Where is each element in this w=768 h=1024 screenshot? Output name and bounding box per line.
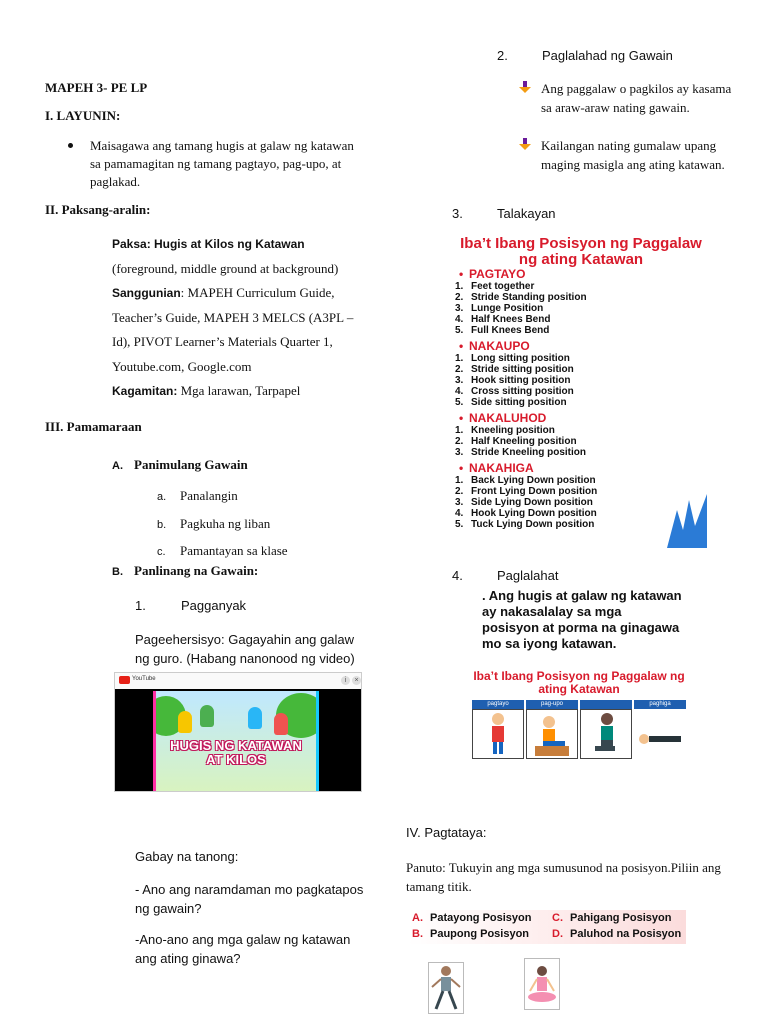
list-item: 4. Half Knees Bend (455, 314, 551, 325)
positions-poster (455, 234, 707, 548)
child-figure-icon (200, 705, 214, 727)
close-icon[interactable]: × (352, 676, 361, 685)
position-cell-standing: pagtayo (472, 700, 524, 759)
question-2: -Ano-ano ang mga galaw ng katawan ang ating ginawa? (135, 932, 351, 966)
objective-bullet (90, 137, 360, 191)
arrow-down-icon (519, 138, 531, 150)
answer-options (408, 910, 686, 944)
positions-list (455, 268, 685, 530)
bullet-icon (68, 143, 73, 148)
list-item: 4. Hook Lying Down position (455, 508, 597, 519)
gabay-heading: Gabay na tanong: (135, 849, 239, 864)
kneeling-child-icon (581, 710, 631, 758)
lesson-title: MAPEH 3- PE LP (45, 80, 148, 95)
poster-title: Iba’t Ibang Posisyon ng Paggalaw ng ating Katawan (460, 235, 702, 268)
paksa-block (112, 232, 364, 404)
section-pamamaraan-heading: III. Pamamaraan (45, 419, 142, 434)
quiz-image-sitting (524, 958, 560, 1010)
step-3-number: 3. (452, 206, 463, 221)
list-item: 5. Full Knees Bend (455, 325, 550, 336)
list-item: b. Pagkuha ng liban (157, 515, 271, 531)
child-figure-icon (178, 711, 192, 733)
option-d: D. Paluhod na Posisyon (552, 928, 682, 940)
paksa-label: Paksa: (112, 237, 151, 251)
pageehersisyo-text: Pageehersisyo: Gagayahin ang galaw ng guro. (Habang nanonood ng video) (135, 632, 355, 666)
arrow-down-icon (519, 81, 531, 93)
generalization-subtitle: Iba’t Ibang Posisyon ng Paggalaw ng ating Katawan (473, 669, 685, 696)
list-item: 3. Side Lying Down position (455, 497, 593, 508)
section-paksa-heading: II. Paksang-aralin: (45, 202, 151, 217)
step-2-number: 2. (497, 48, 508, 63)
position-cell-lying: paghiga (634, 700, 686, 759)
step-2-heading (497, 48, 673, 63)
section-pagtataya-heading: IV. Pagtataya: (406, 825, 487, 840)
quiz-image-standing (428, 962, 464, 1014)
paglalahad-bullet-1: Ang paggalaw o pagkilos ay kasama sa araw-araw nating gawain. (541, 79, 741, 117)
group-heading: • NAKAHIGA (455, 462, 685, 475)
step-3-heading (452, 206, 556, 221)
group-heading: • PAGTAYO (455, 268, 685, 281)
stride-standing-figure-icon (429, 963, 463, 1013)
video-thumbnail[interactable] (114, 672, 362, 792)
info-icon[interactable]: i (341, 676, 350, 685)
list-item: 1. Kneeling position (455, 425, 555, 436)
generalization-poster (466, 586, 692, 766)
kagamitan-line (112, 379, 364, 404)
group-heading: • NAKALUHOD (455, 412, 685, 425)
paglalahad-bullet-2: Kailangan nating gumalaw upang maging masigla ang ating katawan. (541, 136, 741, 174)
kagamitan-value: Mga larawan, Tarpapel (180, 383, 301, 398)
list-item: 5. Tuck Lying Down position (455, 519, 595, 530)
list-item: 2. Half Kneeling position (455, 436, 577, 447)
list-item: 3. Stride Kneeling position (455, 447, 587, 458)
part-a-heading (112, 457, 248, 473)
video-title: HUGIS NG KATAWAN AT KILOS (170, 738, 302, 767)
step-2-title: Paglalahad ng Gawain (542, 48, 673, 63)
panuto-text: Panuto: Tukuyin ang mga sumusunod na posisyon.Piliin ang tamang titik. (406, 860, 721, 894)
list-item: 2. Stride Standing position (455, 292, 587, 303)
paksa-value: Hugis at Kilos ng Katawan (153, 237, 305, 251)
child-figure-icon (274, 713, 288, 735)
list-item: c. Pamantayan sa klase (157, 543, 288, 558)
cross-sitting-figure-icon (525, 959, 559, 1009)
position-cell-sitting: pag-upo (526, 700, 578, 759)
video-source: YouTube (132, 676, 156, 682)
step-4-number: 4. (452, 568, 463, 583)
step-1-number: 1. (135, 598, 146, 613)
step-4-heading (452, 568, 558, 583)
part-b-heading (112, 563, 258, 579)
step-4-title: Paglalahat (497, 568, 559, 583)
generalization-text: . Ang hugis at galaw ng katawan ay nakasalalay sa mga posisyon at porma na ginagawa mo sa iyong katawan. (482, 588, 682, 651)
sanggunian-value: : MAPEH Curriculum Guide, Teacher’s Guide, MAPEH 3 MELCS (A3PL –Id), PIVOT Learner’s Materials Quarter 1, Youtube.com, Google.com (112, 285, 354, 374)
part-b-title: Panlinang na Gawain: (134, 563, 259, 578)
step-3-title: Talakayan (497, 206, 556, 221)
part-a-title: Panimulang Gawain (134, 457, 248, 472)
sitting-child-icon (527, 710, 577, 758)
position-images-row (472, 700, 686, 762)
objective-text: Maisagawa ang tamang hugis at galaw ng katawan sa pamamagitan ng tamang pagtayo, pag-upo, at paglakad. (90, 138, 354, 189)
child-figure-icon (248, 707, 262, 729)
sanggunian-line (112, 281, 364, 379)
paksa-line (112, 232, 364, 257)
list-item: 3. Hook sitting position (455, 375, 571, 386)
list-item: a. Panalangin (157, 488, 238, 503)
option-b: B. Paupong Posisyon (412, 928, 530, 940)
list-item: 5. Side sitting position (455, 397, 567, 408)
video-topbar (115, 673, 361, 689)
list-item: 2. Stride sitting position (455, 364, 574, 375)
standing-child-icon (473, 710, 523, 758)
step-1-title: Pagganyak (181, 598, 247, 613)
sanggunian-label: Sanggunian (112, 286, 181, 300)
lying-child-icon (634, 709, 686, 757)
option-c: C. Pahigang Posisyon (552, 912, 672, 924)
video-artwork (153, 691, 319, 791)
list-item: 1. Long sitting position (455, 353, 570, 364)
option-a: A. Patayong Posisyon (412, 912, 532, 924)
question-1: - Ano ang naramdaman mo pagkatapos ng gawain? (135, 882, 364, 916)
kagamitan-label: Kagamitan: (112, 384, 178, 398)
position-cell-kneeling (580, 700, 632, 759)
list-item: 2. Front Lying Down position (455, 486, 598, 497)
list-item: 3. Lunge Position (455, 303, 544, 314)
part-a-list (157, 483, 288, 566)
step-1-heading (135, 598, 246, 613)
part-b-letter: B. (112, 566, 123, 578)
group-heading: • NAKAUPO (455, 340, 685, 353)
youtube-logo-icon (119, 676, 130, 684)
list-item: 4. Cross sitting position (455, 386, 574, 397)
part-a-letter: A. (112, 460, 123, 472)
section-layunin-heading: I. LAYUNIN: (45, 108, 121, 123)
list-item: 1. Back Lying Down position (455, 475, 596, 486)
paksa-note: (foreground, middle ground at background) (112, 260, 339, 276)
list-item: 1. Feet together (455, 281, 535, 292)
